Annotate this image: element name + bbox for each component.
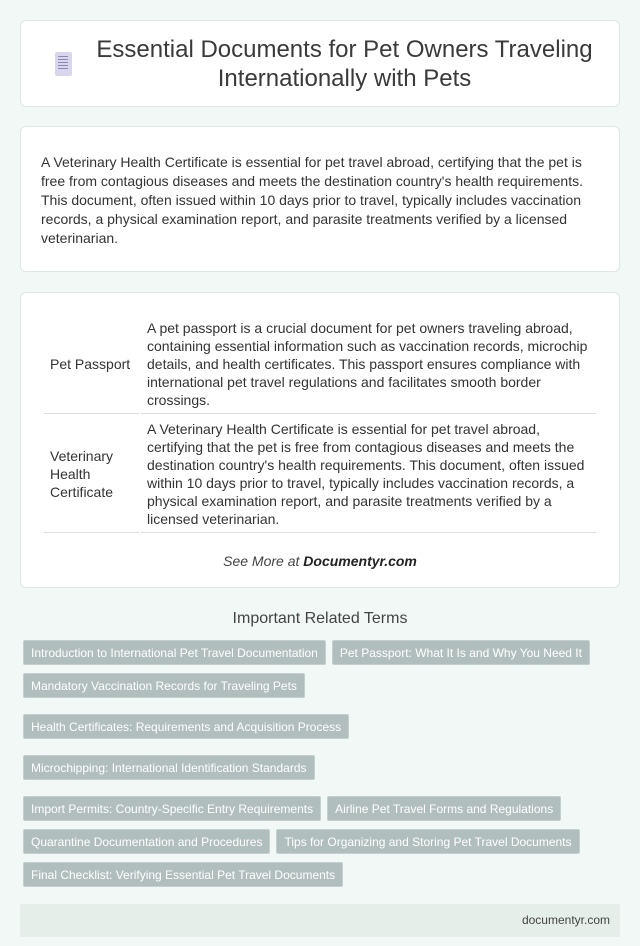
related-tags	[20, 640, 620, 887]
tag[interactable]: Tips for Organizing and Storing Pet Travel Documents	[276, 829, 579, 854]
tag[interactable]: Final Checklist: Verifying Essential Pet Travel Documents	[23, 862, 343, 887]
tag[interactable]: Mandatory Vaccination Records for Traveling Pets	[23, 673, 305, 698]
tag[interactable]: Pet Passport: What It Is and Why You Need It	[332, 640, 590, 665]
term-cell: Pet Passport	[44, 315, 139, 414]
table-row	[44, 416, 596, 533]
header-card	[20, 20, 620, 107]
tag[interactable]: Introduction to International Pet Travel Documentation	[23, 640, 326, 665]
footer	[20, 904, 620, 937]
document-icon	[55, 52, 72, 76]
tag[interactable]: Airline Pet Travel Forms and Regulations	[327, 796, 561, 821]
tag[interactable]: Quarantine Documentation and Procedures	[23, 829, 270, 854]
summary-text: A Veterinary Health Certificate is essential for pet travel abroad, certifying that the pet is free from contagious diseases and meets the destination country's health requirements. This document, often issued within 10 days prior to travel, typically includes vaccination records, a physical examination report, and parasite treatments verified by a licensed veterinarian.	[41, 154, 583, 246]
table-row	[44, 315, 596, 414]
footer-link[interactable]: documentyr.com	[521, 913, 610, 927]
term-cell: Veterinary Health Certificate	[44, 416, 139, 533]
terms-card	[20, 292, 620, 588]
tag[interactable]: Microchipping: International Identification Standards	[23, 755, 315, 780]
related-title: Important Related Terms	[232, 610, 408, 627]
summary-card	[20, 126, 620, 272]
tag[interactable]: Health Certificates: Requirements and Acquisition Process	[23, 714, 349, 739]
terms-table	[42, 313, 598, 535]
description-cell: A Veterinary Health Certificate is essential for pet travel abroad, certifying that the pet is free from contagious diseases and meets the destination country's health requirements. This document, often issued within 10 days prior to travel, typically includes vaccination records, a physical examination report, and parasite treatments verified by a licensed veterinarian.	[141, 416, 596, 533]
page-title: Essential Documents for Pet Owners Traveling Internationally with Pets	[96, 35, 593, 92]
see-more	[42, 553, 598, 569]
description-cell: A pet passport is a crucial document for pet owners traveling abroad, containing essential information such as vaccination records, microchip details, and health certificates. This passport ensures compliance with international pet travel regulations and facilitates smooth border crossings.	[141, 315, 596, 414]
tag[interactable]: Import Permits: Country-Specific Entry Requirements	[23, 796, 321, 821]
see-more-prefix: See More at	[223, 553, 304, 569]
see-more-link[interactable]: Documentyr.com	[303, 553, 417, 569]
